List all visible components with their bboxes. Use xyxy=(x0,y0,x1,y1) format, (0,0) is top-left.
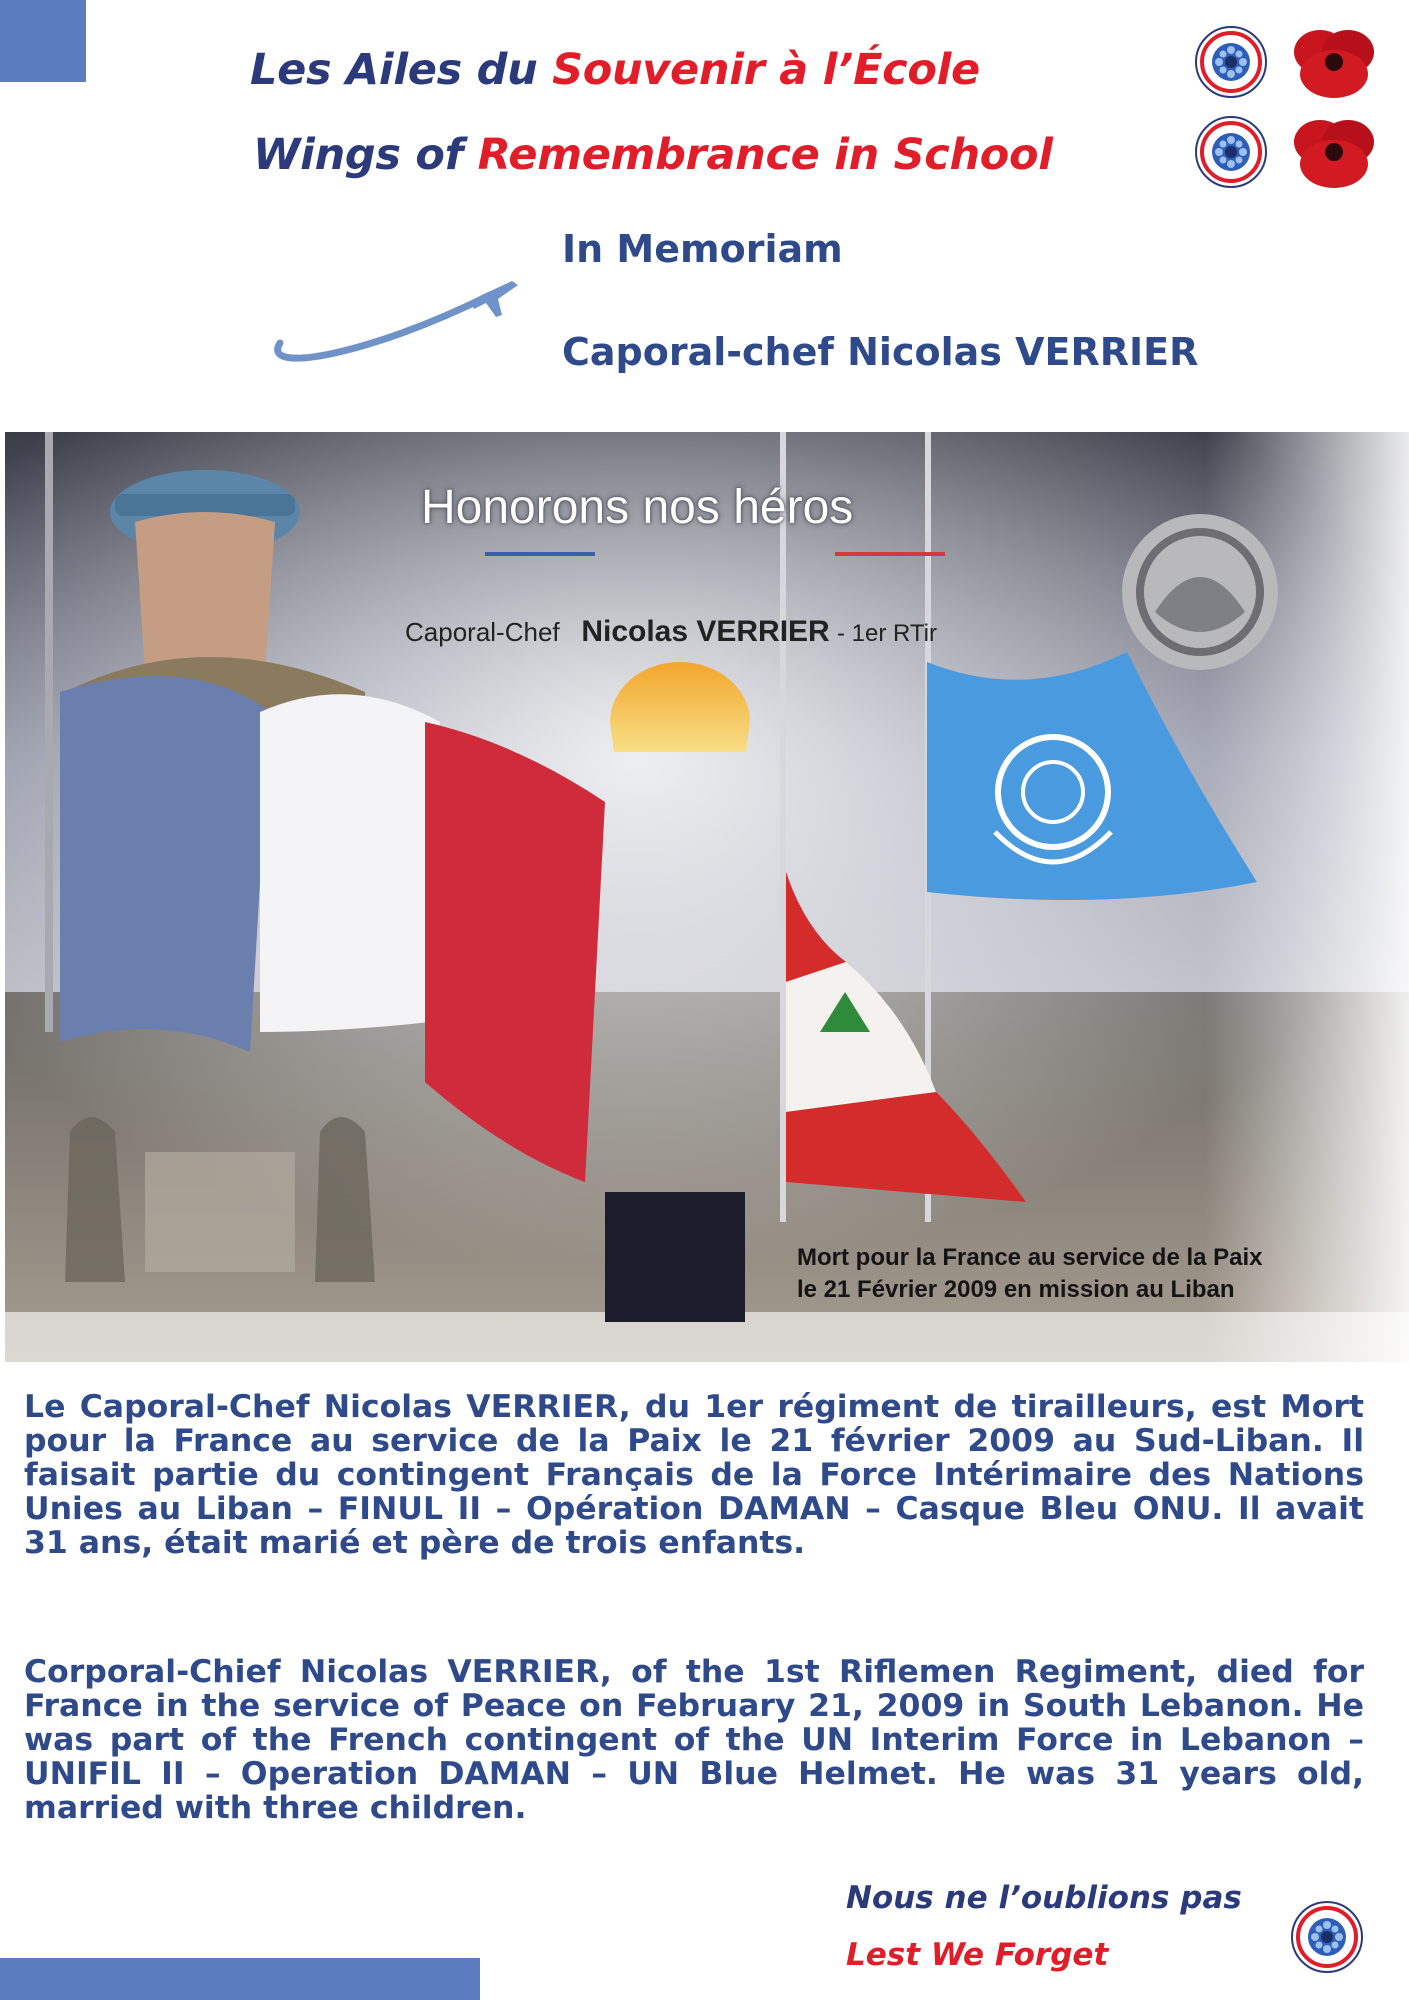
honoree-name: Caporal-chef Nicolas VERRIER xyxy=(562,330,1199,374)
english-paragraph: Corporal-Chief Nicolas VERRIER, of the 1st Riflemen Regiment, died for France in the service of Peace on February 21, 2009 in South Lebanon. He was part of the French contingent of the UN Interim Force in Lebanon – UNIFIL II – Operation DAMAN – UN Blue Helmet. He was 31 years old, married with three children. xyxy=(24,1654,1364,1826)
association-badge-icon xyxy=(1290,1900,1364,1974)
photo-caption: Mort pour la France au service de la Paix le 21 Février 2009 en mission au Liban xyxy=(797,1244,1263,1303)
title-english: Wings of Remembrance in School xyxy=(253,130,1053,180)
bottom-decoration xyxy=(0,1958,480,2000)
plane-logo-icon xyxy=(250,255,540,375)
memorial-photo xyxy=(5,432,1409,1362)
french-paragraph: Le Caporal-Chef Nicolas VERRIER, du 1er régiment de tirailleurs, est Mort pour la France au service de la Paix le 21 février 2009 au Sud-Liban. Il faisait partie du contingent Français de la Force Intérimaire des Nations Unies au Liban – FINUL II – Opération DAMAN – Casque Bleu ONU. Il avait 31 ans, était marié et père de trois enfants. xyxy=(24,1389,1364,1561)
association-badge-icon xyxy=(1194,25,1268,99)
in-memoriam-heading: In Memoriam xyxy=(562,227,843,271)
footer-french: Nous ne l’oublions pas xyxy=(846,1880,1242,1916)
association-badge-icon xyxy=(1194,115,1268,189)
poppy-icon xyxy=(1290,22,1378,102)
title-french: Les Ailes du Souvenir à l’École xyxy=(250,45,980,95)
footer-english: Lest We Forget xyxy=(846,1937,1109,1973)
poppy-icon xyxy=(1290,112,1378,192)
photo-rank: Caporal-Chef Nicolas VERRIER - 1er RTir xyxy=(405,615,937,648)
photo-title: Honorons nos héros xyxy=(421,481,854,534)
corner-decoration xyxy=(0,0,86,82)
